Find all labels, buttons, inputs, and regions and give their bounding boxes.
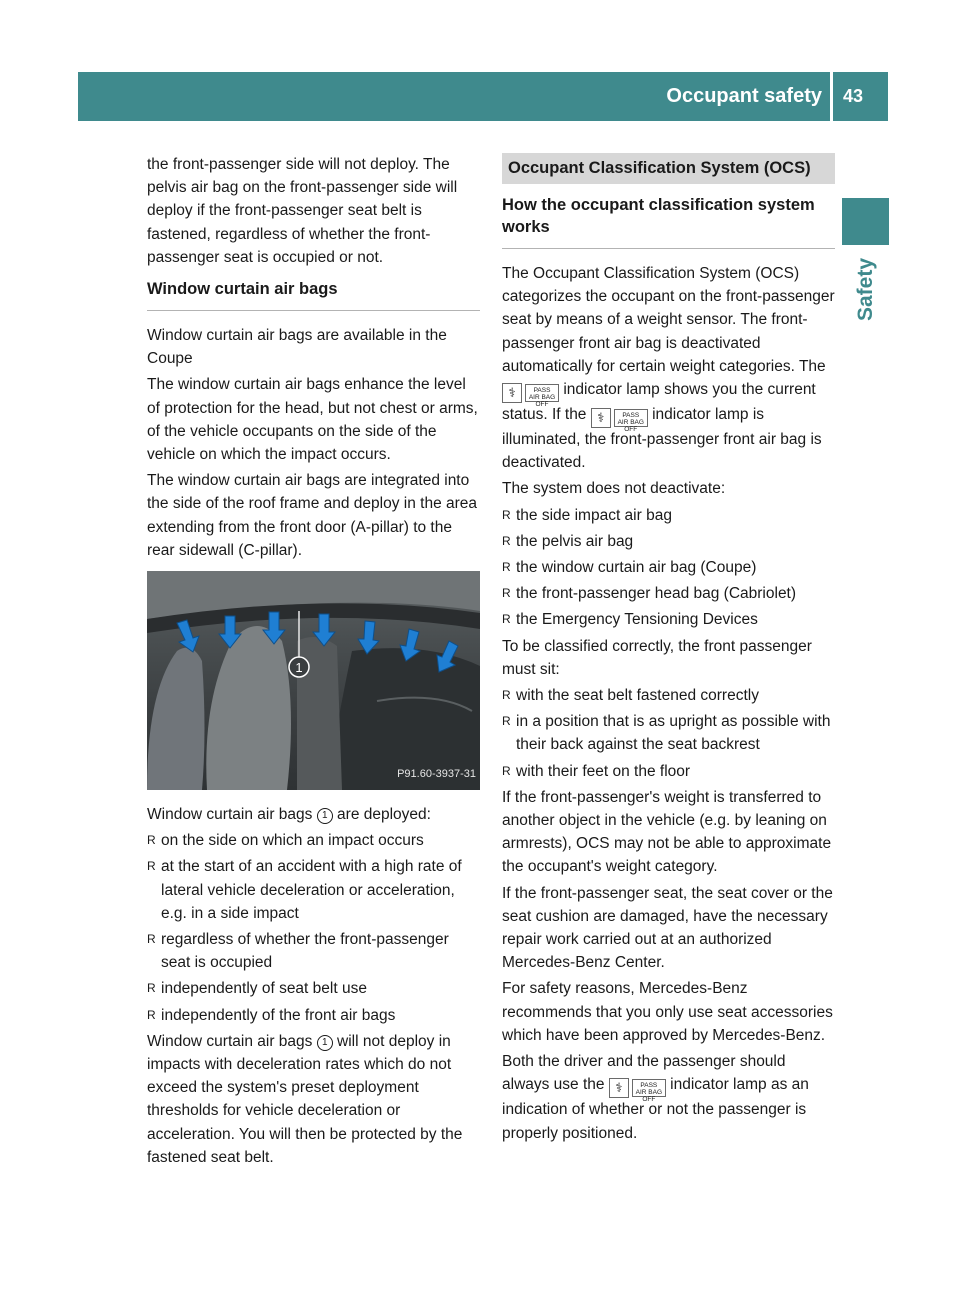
not-deactivated-bullets: [502, 504, 835, 632]
paragraph: The system does not deactivate:: [502, 480, 726, 498]
page-number: 43: [842, 86, 864, 106]
text-run: Window curtain air bags: [147, 1032, 313, 1050]
list-item: R regardless of whether the front-passenger seat is occupied: [147, 928, 480, 974]
text-run: will not deploy in impacts with deceleration rates which do not exceed the system's preset deployment thresholds for vehicle deceleration or acceleration. You will then be protected by the fastened seat belt.: [147, 1032, 463, 1166]
text-run: indicator lamp shows you the current status. If the: [502, 381, 816, 424]
paragraph: For safety reasons, Mercedes-Benz recommends that you only use seat accessories which have been approved by Mercedes-Benz.: [502, 980, 833, 1044]
section-heading-ocs: How the occupant classification system works: [502, 194, 835, 249]
list-item: R with the seat belt fastened correctly: [502, 684, 835, 707]
intro-paragraph: the front-passenger side will not deploy. The pelvis air bag on the front-passenger side will deploy if the front-passenger seat belt is fastened, regardless of whether the front-passenger seat is occupied or not.: [147, 156, 458, 266]
paragraph: The window curtain air bags are integrated into the side of the roof frame and deploy in the area extending from the front door (A-pillar) to the rear sidewall (C-pillar).: [147, 472, 478, 559]
figure-callout-number: 1: [295, 660, 303, 676]
list-item: R with their feet on the floor: [502, 760, 835, 783]
text-run: The Occupant Classification System (OCS) categorizes the occupant on the front-passenger seat by means of a weight sensor. The front-passenger front air bag is deactivated automatically for certain weight categories. The: [502, 265, 835, 375]
seat-occupant-icon: ⚕: [591, 408, 611, 428]
callout-1-icon: 1: [317, 808, 333, 824]
side-marker: [842, 198, 889, 245]
curtain-airbag-illustration: [147, 571, 480, 790]
pass-air-bag-off-icon: PASS AIR BAG OFF: [632, 1079, 666, 1097]
list-item: R the Emergency Tensioning Devices: [502, 608, 835, 631]
section-banner: Occupant Classification System (OCS): [502, 153, 835, 184]
pass-air-bag-off-icon: PASS AIR BAG OFF: [614, 409, 648, 427]
paragraph: The window curtain air bags enhance the level of protection for the head, but not chest or arms, of the vehicle occupants on the side of the vehicle on which the impact occurs.: [147, 376, 478, 464]
interior-drawing: [147, 571, 480, 790]
seating-bullets: [502, 684, 835, 783]
seat-occupant-icon: ⚕: [502, 383, 522, 403]
side-tab: [838, 258, 894, 338]
list-item: R on the side on which an impact occurs: [147, 829, 480, 852]
right-column: [502, 153, 835, 1148]
figure-code: P91.60-3937-31: [397, 767, 476, 780]
text-run: indicator lamp is illuminated, the front-passenger front air bag is deactivated.: [502, 406, 822, 472]
pass-airbag-off-indicator: [609, 1078, 666, 1104]
closing-paragraph: [147, 1030, 480, 1169]
list-item: R in a position that is as upright as possible with their back against the seat backrest: [502, 710, 835, 756]
seat-occupant-icon: ⚕: [609, 1078, 629, 1098]
paragraph: Window curtain air bags are available in the Coupe: [147, 327, 447, 368]
list-item: R the side impact air bag: [502, 504, 835, 527]
deployment-bullets: [147, 829, 480, 1027]
text-run: indicator lamp as an indication of whether or not the passenger is properly positioned.: [502, 1076, 809, 1142]
section-heading-window-curtain: Window curtain air bags: [147, 278, 480, 311]
list-item: R at the start of an accident with a high rate of lateral vehicle deceleration or acceleration, e.g. in a side impact: [147, 855, 480, 925]
text-run: Window curtain air bags: [147, 806, 313, 824]
list-item: R the front-passenger head bag (Cabriolet): [502, 582, 835, 605]
section-title: Occupant safety: [666, 85, 822, 107]
list-item: R the pelvis air bag: [502, 530, 835, 553]
side-tab-label: Safety: [854, 258, 877, 322]
pass-airbag-off-indicator: [591, 408, 648, 434]
text-run: are deployed:: [337, 806, 431, 824]
callout-1-icon: 1: [317, 1035, 333, 1051]
list-item: R independently of the front air bags: [147, 1004, 480, 1027]
left-column: [147, 153, 480, 1172]
paragraph: If the front-passenger's weight is transferred to another object in the vehicle (e.g. by leaning on armrests), OCS may not be able to approximate the occupant's weight category.: [502, 788, 832, 876]
list-item: R the window curtain air bag (Coupe): [502, 556, 835, 579]
pass-air-bag-off-icon: PASS AIR BAG OFF: [525, 384, 559, 402]
paragraph: To be classified correctly, the front passenger must sit:: [502, 637, 812, 678]
pass-airbag-off-indicator: [502, 383, 559, 409]
ocs-paragraph: [502, 262, 835, 474]
list-item: R independently of seat belt use: [147, 977, 480, 1000]
text-run: Both the driver and the passenger should always use the: [502, 1053, 786, 1094]
indicator-usage-paragraph: [502, 1050, 835, 1145]
deployed-intro: [147, 803, 480, 826]
paragraph: If the front-passenger seat, the seat cover or the seat cushion are damaged, have the necessary repair work carried out at an authorized Mercedes-Benz Center.: [502, 884, 833, 972]
